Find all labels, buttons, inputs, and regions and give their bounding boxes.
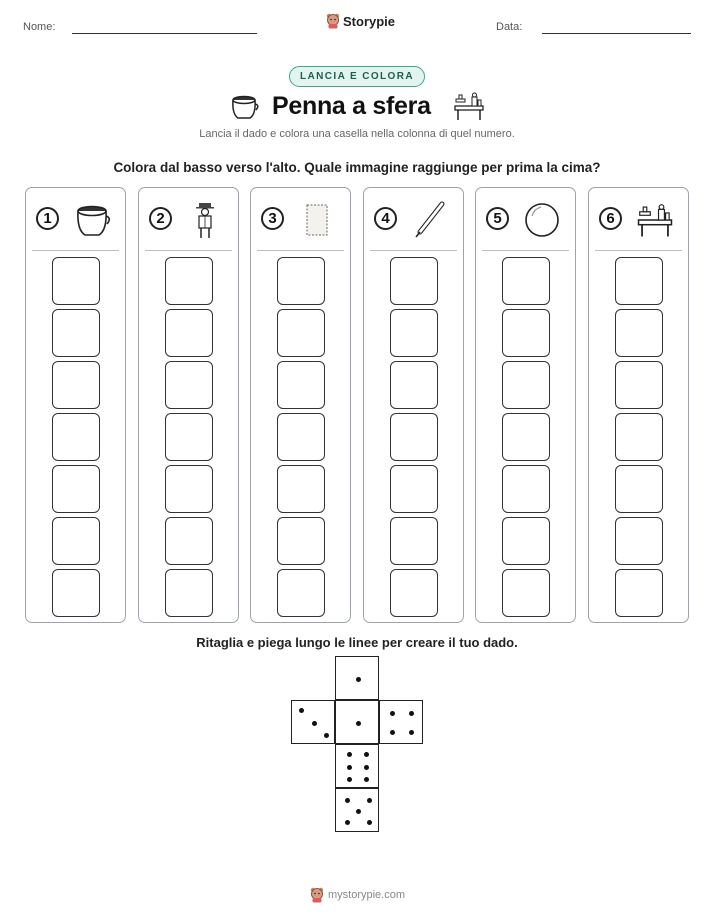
die-pip [299,708,304,713]
column-3 [250,187,351,623]
color-cell[interactable] [165,257,213,305]
color-cell[interactable] [502,309,550,357]
die-pip [409,711,414,716]
color-cell[interactable] [502,465,550,513]
column-4 [363,187,464,623]
die-pip [356,809,361,814]
page-subtitle: Lancia il dado e colora una casella nella colonna di quel numero. [199,128,515,140]
footer-url: mystorypie.com [328,889,406,901]
color-cell[interactable] [52,309,100,357]
die-pip [347,777,352,782]
color-cell[interactable] [615,569,663,617]
column-5 [475,187,576,623]
die-pip [345,798,350,803]
color-cell[interactable] [615,257,663,305]
color-cell[interactable] [277,257,325,305]
color-cell[interactable] [165,361,213,409]
column-number: 1 [36,207,59,230]
bear-logo-icon [326,13,340,29]
color-cell[interactable] [165,465,213,513]
color-cell[interactable] [165,309,213,357]
die-face-1 [335,656,379,700]
color-cell[interactable] [277,465,325,513]
die-pip [390,711,395,716]
color-cell[interactable] [52,569,100,617]
die-pip [390,730,395,735]
footer [310,887,405,903]
color-cell[interactable] [615,361,663,409]
column-number: 3 [261,207,284,230]
die-pip [409,730,414,735]
color-cell[interactable] [52,413,100,461]
color-cell[interactable] [165,413,213,461]
die-pip [364,777,369,782]
color-cell[interactable] [502,413,550,461]
brand-logo [326,13,395,29]
color-cell[interactable] [52,257,100,305]
column-1 [25,187,126,623]
die-face-5 [335,788,379,832]
page-title: Penna a sfera [272,92,431,120]
pot-icon [72,200,112,240]
column-number: 2 [149,207,172,230]
name-field[interactable] [72,33,257,34]
die-pip [345,820,350,825]
color-cell[interactable] [390,413,438,461]
bear-logo-icon [310,887,324,903]
color-cell[interactable] [615,517,663,565]
color-cell[interactable] [502,257,550,305]
color-cell[interactable] [390,309,438,357]
column-number: 5 [486,207,509,230]
color-cell[interactable] [277,569,325,617]
color-cell[interactable] [502,361,550,409]
workbench-icon [635,200,675,240]
activity-badge: LANCIA E COLORA [289,66,425,87]
die-face-6 [335,744,379,788]
color-cell[interactable] [502,569,550,617]
color-cell[interactable] [165,569,213,617]
date-field[interactable] [542,33,691,34]
column-number: 4 [374,207,397,230]
die-instruction: Ritaglia e piega lungo le linee per creare il tuo dado. [196,635,518,650]
game-instruction: Colora dal basso verso l'alto. Quale immagine raggiunge per prima la cima? [113,160,601,175]
pot-icon [228,92,260,122]
die-pip [364,765,369,770]
color-cell[interactable] [52,517,100,565]
die-pip [347,765,352,770]
brand-name: Storypie [343,13,396,29]
color-cell[interactable] [390,257,438,305]
die-pip [356,677,361,682]
color-cell[interactable] [277,309,325,357]
column-2 [138,187,239,623]
die-pip [356,721,361,726]
name-label: Nome: [23,21,56,33]
color-cell[interactable] [277,517,325,565]
man-icon [185,200,225,240]
die-pip [324,733,329,738]
die-face-3 [291,700,335,744]
date-label: Data: [496,21,523,33]
color-cell[interactable] [277,413,325,461]
color-cell[interactable] [277,361,325,409]
color-cell[interactable] [52,361,100,409]
die-pip [367,798,372,803]
color-cell[interactable] [52,465,100,513]
ball-icon [522,200,562,240]
column-6 [588,187,689,623]
die-pip [367,820,372,825]
workbench-icon [452,91,486,121]
color-cell[interactable] [390,569,438,617]
color-cell[interactable] [390,465,438,513]
die-pip [364,752,369,757]
die-pip [312,721,317,726]
color-cell[interactable] [615,309,663,357]
die-pip [347,752,352,757]
color-cell[interactable] [165,517,213,565]
color-cell[interactable] [615,465,663,513]
color-cell[interactable] [502,517,550,565]
color-cell[interactable] [615,413,663,461]
paper-icon [297,200,337,240]
color-cell[interactable] [390,361,438,409]
column-number: 6 [599,207,622,230]
badge-row [0,66,714,87]
die-face-1 [335,700,379,744]
die-face-4 [379,700,423,744]
color-cell[interactable] [390,517,438,565]
pen-icon [410,200,450,240]
